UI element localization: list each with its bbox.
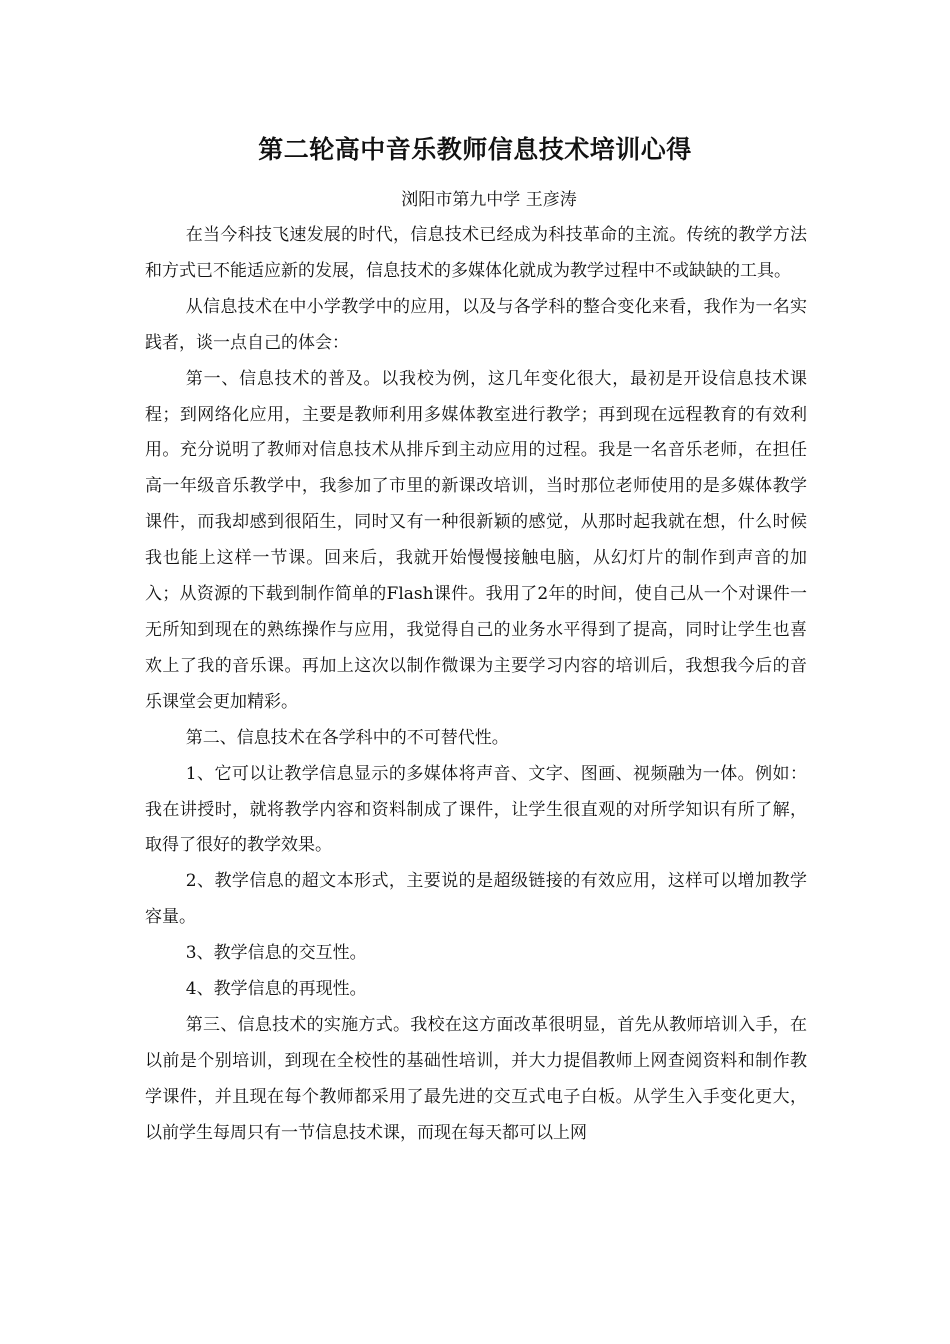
paragraph: 第二、信息技术在各学科中的不可替代性。 <box>185 727 509 748</box>
document-body <box>145 218 807 1152</box>
paragraph: 3、教学信息的交互性。 <box>185 943 367 964</box>
paragraph: 4、教学信息的再现性。 <box>185 979 367 1000</box>
document-author: 浏阳市第九中学 王彦涛 <box>401 190 577 210</box>
document-title: 第二轮高中音乐教师信息技术培训心得 <box>258 135 692 164</box>
paragraph: 第一、信息技术的普及。以我校为例，这几年变化很大，最初是开设信息技术课程；到网络化应用，主要是教师利用多媒体教室进行教学；再到现在远程教育的有效利用。充分说明了教师对信息技术从排斥到主动应用的过程。我是一名音乐老师，在担任高一年级音乐教学中，我参加了市里的新课改培训，当时那位老师使用的是多媒体教学课件，而我却感到很陌生，同时又有一种很新颖的感觉，从那时起我就在想，什么时候我也能上这样一节课。回来后，我就开始慢慢接触电脑，从幻灯片的制作到声音的加入；从资源的下载到制作简单的Flash课件。我用了2年的时间，使自己从一个对课件一无所知到现在的熟练操作与应用，我觉得自己的业务水平得到了提高，同时让学生也喜欢上了我的音乐课。再加上这次以制作微课为主要学习内容的培训后，我想我今后的音乐课堂会更加精彩。 <box>145 368 807 712</box>
paragraph: 从信息技术在中小学教学中的应用，以及与各学科的整合变化来看，我作为一名实践者，谈一点自己的体会： <box>145 296 807 353</box>
paragraph: 在当今科技飞速发展的时代，信息技术已经成为科技革命的主流。传统的教学方法和方式已不能适应新的发展，信息技术的多媒体化就成为教学过程中不或缺缺的工具。 <box>145 225 807 281</box>
paragraph: 第三、信息技术的实施方式。我校在这方面改革很明显，首先从教师培训入手，在以前是个别培训，到现在全校性的基础性培训，并大力提倡教师上网查阅资料和制作教学课件，并且现在每个教师都采用了最先进的交互式电子白板。从学生入手变化更大，以前学生每周只有一节信息技术课，而现在每天都可以上网 <box>145 1014 807 1143</box>
paragraph: 2、教学信息的超文本形式，主要说的是超级链接的有效应用，这样可以增加教学容量。 <box>145 871 807 928</box>
paragraph: 1、它可以让教学信息显示的多媒体将声音、文字、图画、视频融为一体。例如：我在讲授时，就将教学内容和资料制成了课件，让学生很直观的对所学知识有所了解，取得了很好的教学效果。 <box>145 763 807 856</box>
